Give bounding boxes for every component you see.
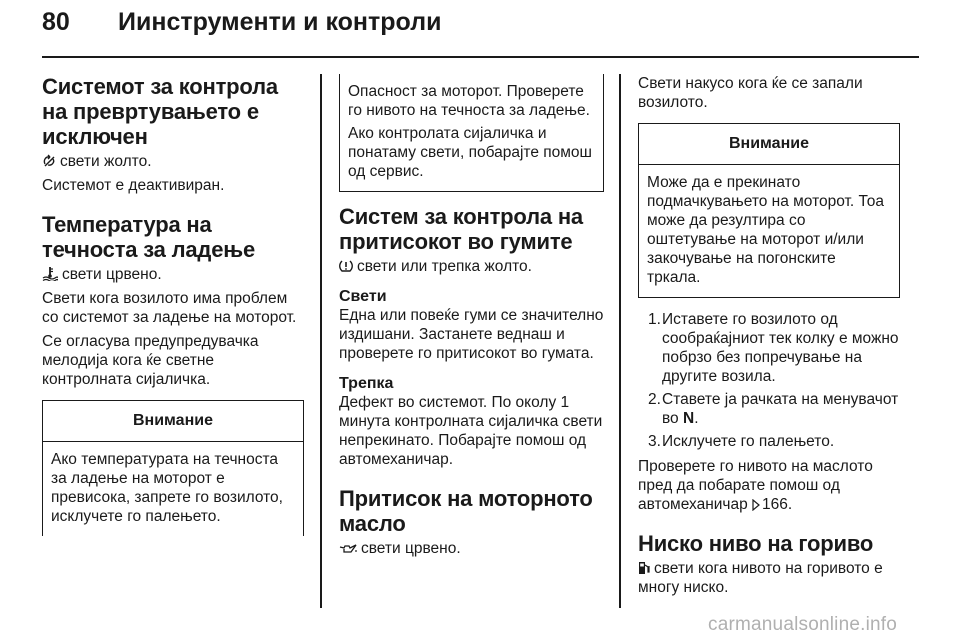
rollover-status — [42, 152, 304, 171]
page-header — [0, 0, 960, 52]
coolant-desc-1: Свети кога возилото има проблем со системот за ладење на моторот. — [42, 290, 297, 326]
warning-text-oil: Може да е прекинато подмачкувањето на моторот. Тоа може да резултира со оштетување на моторот и/или закочување на погонските тркала. — [647, 174, 885, 286]
lit-desc: Една или повеќе гуми се значително издишани. Застанете веднаш и проверете го притисокот во гумата. — [339, 307, 604, 362]
subheading-flashing: Трепка — [339, 375, 394, 392]
section-title-low-fuel: Ниско ниво на гориво — [638, 531, 874, 556]
fuel-pump-icon — [638, 561, 650, 575]
fuel-status — [638, 559, 900, 597]
column-3 — [638, 74, 900, 602]
coolant-status-text: свети црвено. — [62, 266, 162, 283]
oil-check-text: Проверете го нивото на маслото пред да побарате помош од автомеханичар 166. — [638, 458, 873, 513]
oil-status-text: свети црвено. — [361, 540, 461, 557]
fuel-status-text: свети кога нивото на горивото е многу ниско. — [638, 560, 883, 596]
warning-continued-text-1: Опасност за моторот. Проверете го нивото на течноста за ладење. — [348, 83, 590, 119]
page-reference-arrow-icon — [752, 499, 760, 511]
warning-box-continued — [339, 74, 604, 192]
coolant-desc-2: Се огласува предупредувачка мелодија кога ќе светне контролната сијаличка. — [42, 333, 259, 388]
tire-pressure-icon — [339, 259, 353, 273]
coolant-temperature-icon — [42, 266, 58, 281]
warning-continued-text-2: Ако контролата сијаличка и понатаму свети, побарајте помош од сервис. — [348, 125, 592, 180]
section-title-rollover: Системот за контрола на превртувањето е исключен — [42, 74, 278, 149]
oil-can-icon — [339, 543, 357, 555]
page-reference[interactable]: 166. — [762, 496, 793, 513]
warning-box-coolant — [42, 400, 304, 536]
section-title-tire-pressure: Систем за контрола на притисокот во гумите — [339, 204, 583, 254]
list-item: 2. Ставете ја рачката на менувачот во N. — [648, 391, 899, 427]
section-title-coolant: Температура на течноста за ладење — [42, 212, 256, 262]
subheading-lit: Свети — [339, 288, 387, 305]
header-rule — [42, 56, 919, 58]
page-number: 80 — [42, 8, 70, 36]
warning-text: Ако температурата на течноста за ладење на моторот е превисока, запрете го возилото, исклучете го палењето. — [51, 451, 283, 525]
warning-box-oil — [638, 123, 900, 298]
section-title-oil-pressure: Притисок на моторното масло — [339, 486, 593, 536]
warning-title-oil: Внимание — [639, 124, 899, 165]
list-item: 3. Исклучете го палењето. — [648, 433, 835, 450]
steps-list — [638, 310, 900, 451]
column-divider-2 — [619, 74, 621, 608]
warning-title: Внимание — [43, 401, 303, 442]
oil-intro: Свети накусо кога ќе се запали возилото. — [638, 75, 863, 111]
watermark: carmanualsonline.info — [708, 614, 898, 635]
column-divider-1 — [320, 74, 322, 608]
tire-status — [339, 257, 604, 276]
rollover-status-text: свети жолто. — [60, 153, 152, 170]
oil-status — [339, 539, 604, 558]
rollover-off-icon — [42, 154, 56, 168]
list-item: 1. Иставете го возилото од сообраќајниот тек колку е можно побрзо без попречување на другите возила. — [648, 311, 899, 385]
column-1 — [42, 74, 304, 536]
chapter-title: Иинструменти и контроли — [118, 8, 442, 36]
column-2 — [339, 74, 604, 563]
tire-status-text: свети или трепка жолто. — [357, 258, 532, 275]
flashing-desc: Дефект во системот. По околу 1 минута контролната сијаличка свети непрекинато. Побарајте помош од автомеханичар. — [339, 394, 603, 468]
coolant-status — [42, 265, 304, 284]
rollover-desc: Системот е деактивиран. — [42, 177, 225, 194]
